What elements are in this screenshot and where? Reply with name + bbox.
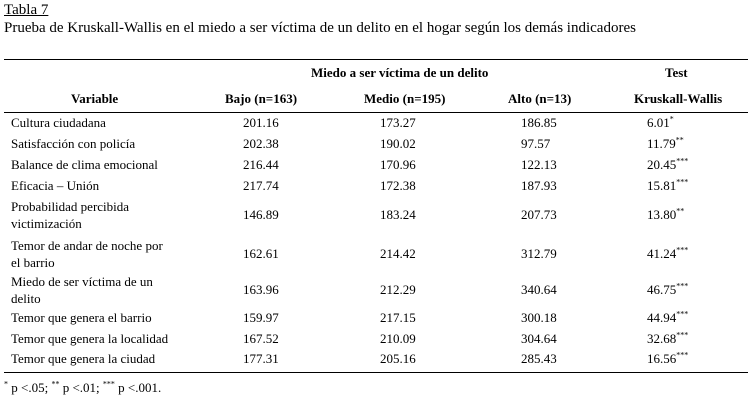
row-alto-value: 122.13 (521, 157, 557, 172)
row-bajo-value: 162.61 (243, 246, 279, 261)
row-variable (11, 350, 155, 367)
row-variable-line: Temor que genera la localidad (11, 331, 169, 346)
row-significance-marker: * (669, 114, 674, 124)
test-header-line1: Test (665, 65, 688, 80)
row-variable (11, 309, 152, 326)
footnote-text3: p <.001. (114, 380, 162, 395)
header-rule (4, 112, 748, 113)
row-variable (11, 198, 129, 232)
row-bajo-value: 216.44 (243, 157, 279, 172)
row-medio-value: 173.27 (380, 115, 416, 130)
row-test-statistic: 44.94 (647, 310, 677, 325)
row-variable-line: Eficacia – Unión (11, 178, 100, 193)
row-significance-marker: *** (676, 177, 689, 187)
medio-header: Medio (n=195) (364, 91, 446, 106)
variable-header: Variable (71, 91, 119, 106)
row-medio-value: 214.42 (380, 246, 416, 261)
row-medio-value: 183.24 (380, 207, 416, 222)
alto-header: Alto (n=13) (508, 91, 572, 106)
row-alto-value: 340.64 (521, 282, 557, 297)
footnote-text2: p <.01; (59, 380, 103, 395)
row-bajo-value: 217.74 (243, 178, 279, 193)
bajo-header: Bajo (n=163) (225, 91, 298, 106)
row-test-value (647, 351, 727, 366)
row-significance-marker: *** (676, 309, 689, 319)
row-medio-value: 172.38 (380, 178, 416, 193)
row-medio-value: 210.09 (380, 331, 416, 346)
row-variable-line: Balance de clima emocional (11, 157, 158, 172)
row-test-value (647, 178, 727, 193)
top-rule (4, 59, 748, 60)
row-test-value (647, 115, 727, 130)
row-test-statistic: 6.01 (647, 115, 670, 130)
row-significance-marker: ** (676, 206, 685, 216)
footnote-sig2: ** (51, 379, 60, 389)
row-test-statistic: 13.80 (647, 207, 677, 222)
row-variable (11, 273, 153, 307)
row-variable (11, 114, 106, 131)
row-test-value (647, 282, 727, 297)
row-test-value (647, 331, 727, 346)
row-test-value (647, 207, 727, 222)
row-test-statistic: 16.56 (647, 351, 677, 366)
row-bajo-value: 146.89 (243, 207, 279, 222)
row-medio-value: 205.16 (380, 351, 416, 366)
row-test-value (647, 310, 727, 325)
row-variable-line: delito (11, 291, 41, 306)
row-bajo-value: 177.31 (243, 351, 279, 366)
row-test-statistic: 32.68 (647, 331, 677, 346)
row-medio-value: 190.02 (380, 136, 416, 151)
row-variable-line: Satisfacción con policía (11, 136, 136, 151)
row-medio-value: 212.29 (380, 282, 416, 297)
row-significance-marker: *** (676, 350, 689, 360)
row-test-statistic: 20.45 (647, 157, 677, 172)
group-header: Miedo a ser víctima de un delito (311, 65, 489, 80)
row-variable-line: Probabilidad percibida (11, 199, 130, 214)
row-variable-line: el barrio (11, 255, 55, 270)
table-title: Prueba de Kruskall-Wallis en el miedo a ser víctima de un delito en el hogar según los demás indicadores (4, 20, 636, 36)
row-alto-value: 312.79 (521, 246, 557, 261)
row-medio-value: 170.96 (380, 157, 416, 172)
row-significance-marker: ** (675, 135, 684, 145)
row-significance-marker: *** (676, 330, 689, 340)
row-bajo-value: 202.38 (243, 136, 279, 151)
row-alto-value: 285.43 (521, 351, 557, 366)
row-variable (11, 330, 168, 347)
row-bajo-value: 167.52 (243, 331, 279, 346)
row-alto-value: 304.64 (521, 331, 557, 346)
bottom-rule (4, 372, 748, 373)
row-significance-marker: *** (676, 156, 689, 166)
row-variable-line: Temor que genera la ciudad (11, 351, 156, 366)
footnote-sig3: *** (102, 379, 115, 389)
row-alto-value: 97.57 (521, 136, 551, 151)
row-bajo-value: 163.96 (243, 282, 279, 297)
row-test-statistic: 15.81 (647, 178, 677, 193)
row-variable-line: Temor que genera el barrio (11, 310, 152, 325)
row-variable (11, 237, 163, 271)
row-significance-marker: *** (676, 281, 689, 291)
row-bajo-value: 159.97 (243, 310, 279, 325)
row-bajo-value: 201.16 (243, 115, 279, 130)
row-variable-line: Cultura ciudadana (11, 115, 106, 130)
row-test-statistic: 46.75 (647, 282, 677, 297)
row-variable-line: Temor de andar de noche por (11, 238, 163, 253)
row-alto-value: 207.73 (521, 207, 557, 222)
row-alto-value: 300.18 (521, 310, 557, 325)
row-variable (11, 177, 99, 194)
row-variable-line: Miedo de ser víctima de un (11, 274, 153, 289)
row-variable (11, 135, 135, 152)
row-variable-line: victimización (11, 216, 82, 231)
row-test-statistic: 41.24 (647, 246, 677, 261)
row-variable (11, 156, 158, 173)
footnote-sig1: * (4, 379, 8, 389)
footnote-text1: p <.05; (8, 380, 52, 395)
row-alto-value: 187.93 (521, 178, 557, 193)
row-significance-marker: *** (676, 245, 689, 255)
test-header-line2: Kruskall-Wallis (634, 91, 723, 106)
row-test-statistic: 11.79 (647, 136, 676, 151)
row-test-value (647, 246, 727, 261)
row-test-value (647, 136, 727, 151)
row-alto-value: 186.85 (521, 115, 557, 130)
row-test-value (647, 157, 727, 172)
table-label: Tabla 7 (4, 2, 49, 18)
row-medio-value: 217.15 (380, 310, 416, 325)
footnote (4, 380, 161, 396)
